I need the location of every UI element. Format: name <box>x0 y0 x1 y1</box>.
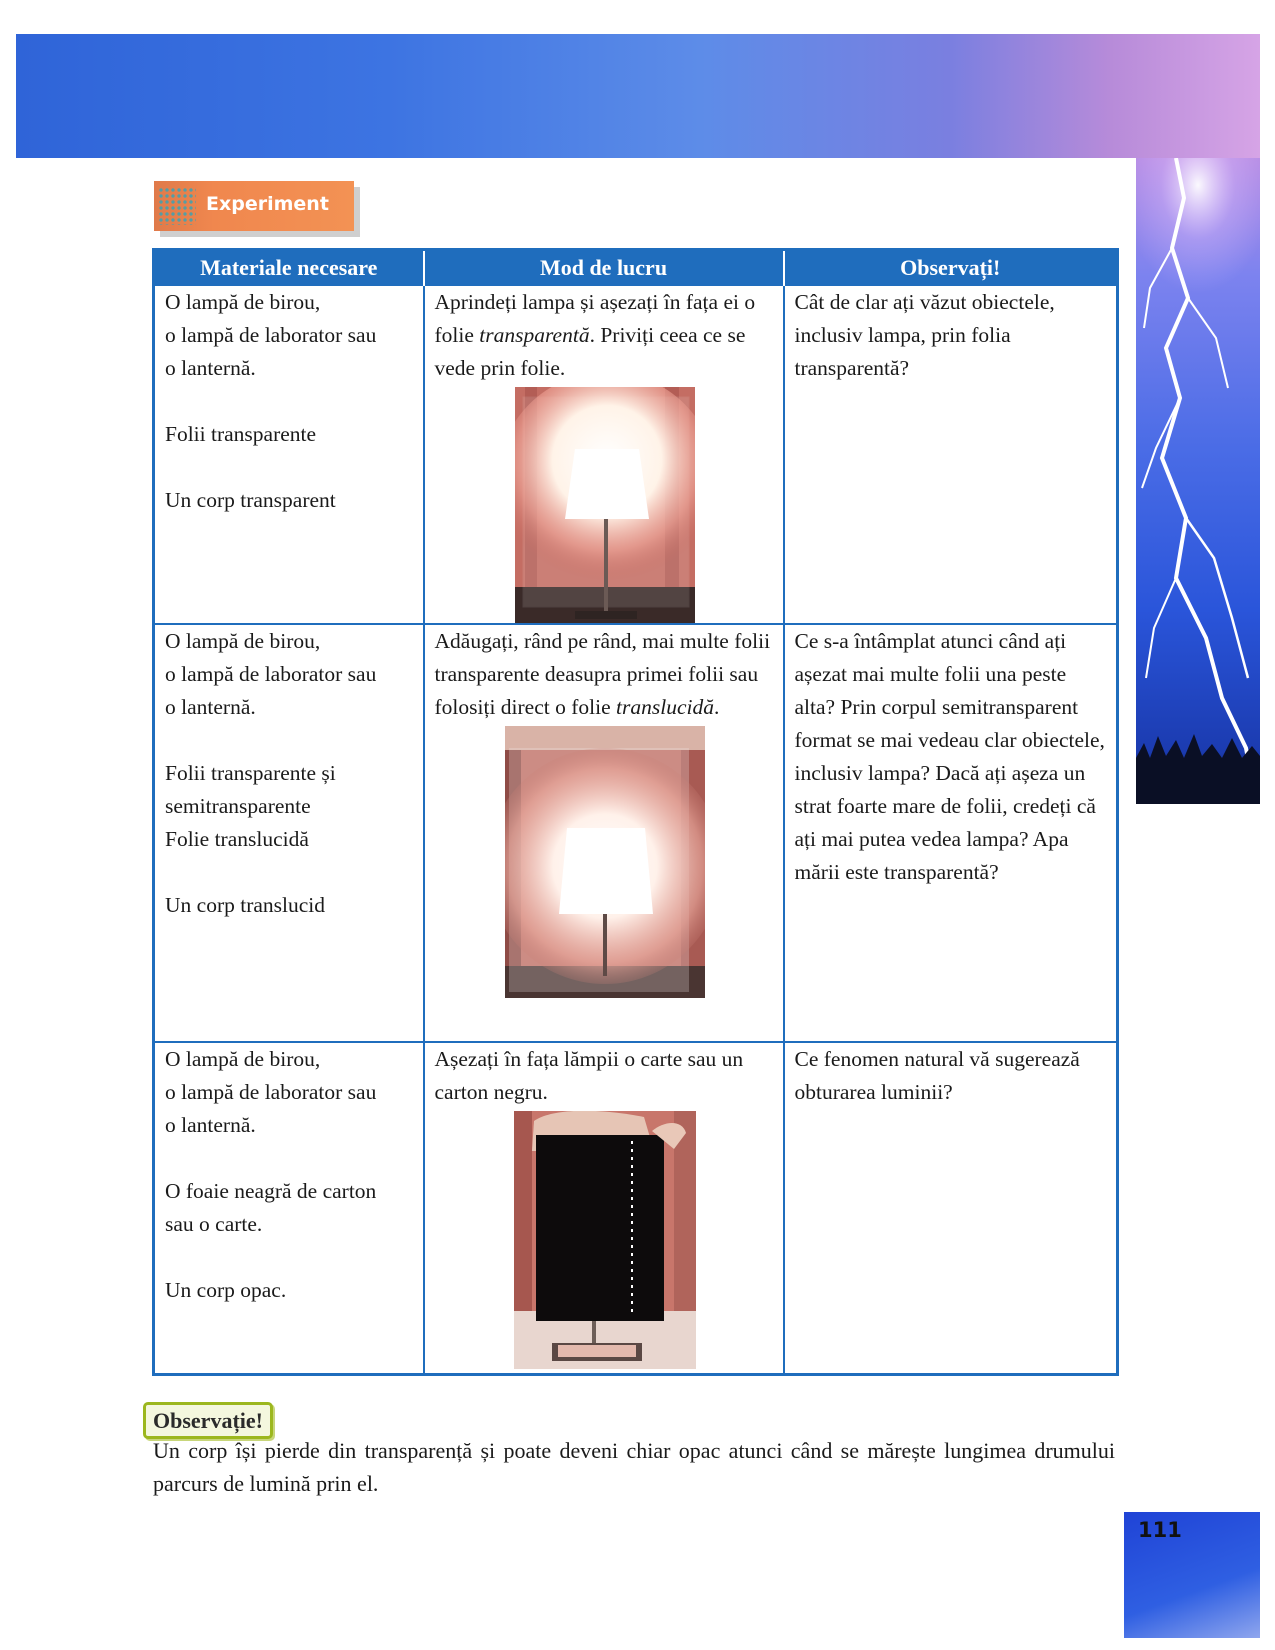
materials-line: O foaie neagră de carton <box>165 1179 377 1203</box>
materials-gap <box>165 451 415 484</box>
header-procedure: Mod de lucru <box>424 250 784 286</box>
materials-line: O lampă de birou, <box>165 629 321 653</box>
materials-line: o lanternă. <box>165 695 256 719</box>
materials-line: o lampă de laborator sau <box>165 323 377 347</box>
materials-line: Folie translucidă <box>165 827 309 851</box>
observation-text: Un corp își pierde din transparență și poate deveni chiar opac atunci când se mărește lungimea drumului parcurs de lumină prin el. <box>153 1438 1115 1496</box>
observation-cell: Ce fenomen natural vă sugerează obturarea luminii? <box>784 1042 1118 1374</box>
materials-line: o lanternă. <box>165 1113 256 1137</box>
materials-gap <box>165 1142 415 1175</box>
materials-line: semitransparente <box>165 794 311 818</box>
procedure-text: Adăugați, rând pe rând, mai multe folii transparente deasupra primei folii sau folosiți direct o folie translucidă. <box>434 629 771 719</box>
experiment-label <box>154 181 354 231</box>
table-row <box>154 624 1118 1042</box>
photo-lamp-transparent-foil <box>515 387 695 623</box>
procedure-cell <box>424 1042 784 1374</box>
observation-cell: Cât de clar ați văzut obiectele, inclusiv lampa, prin folia transparentă? <box>784 285 1118 624</box>
materials-line: Un corp transparent <box>165 488 336 512</box>
experiment-table <box>152 248 1119 1376</box>
materials-cell <box>154 624 424 1042</box>
materials-line: O lampă de birou, <box>165 290 321 314</box>
observation-label: Observație! <box>143 1402 273 1439</box>
header-materials: Materiale necesare <box>154 250 424 286</box>
materials-line: Un corp translucid <box>165 893 326 917</box>
table-row <box>154 1042 1118 1374</box>
header-banner <box>16 34 1260 158</box>
photo-lamp-black-carton <box>514 1111 696 1369</box>
materials-cell <box>154 285 424 624</box>
materials-line: o lampă de laborator sau <box>165 1080 377 1104</box>
materials-gap <box>165 385 415 418</box>
table-header-row <box>154 250 1118 286</box>
photo-lamp-translucent-foil <box>505 726 705 998</box>
procedure-text: Așezați în fața lămpii o carte sau un carton negru. <box>434 1047 744 1104</box>
procedure-text: Aprindeți lampa și așezați în fața ei o folie transparentă. Priviți ceea ce se vede prin folie. <box>434 290 756 380</box>
materials-gap <box>165 1241 415 1274</box>
materials-gap <box>165 856 415 889</box>
procedure-cell <box>424 285 784 624</box>
materials-gap <box>165 724 415 757</box>
materials-line: O lampă de birou, <box>165 1047 321 1071</box>
materials-line: o lampă de laborator sau <box>165 662 377 686</box>
table-row <box>154 285 1118 624</box>
page-number-box <box>1124 1512 1260 1638</box>
materials-line: Folii transparente și <box>165 761 336 785</box>
dots-pattern-icon <box>158 187 196 225</box>
materials-line: o lanternă. <box>165 356 256 380</box>
materials-line: sau o carte. <box>165 1212 263 1236</box>
materials-cell <box>154 1042 424 1374</box>
experiment-label-text: Experiment <box>206 193 329 215</box>
procedure-cell <box>424 624 784 1042</box>
observation-cell: Ce s-a întâmplat atunci când ați așezat mai multe folii una peste alta? Prin corpul semitransparent format se mai vedeau clar obiectele, inclusiv lampa? Dacă ați așeza un strat foarte mare de folii, credeți că ați mai putea vedea lampa? Apa mării este transparentă? <box>784 624 1118 1042</box>
materials-line: Un corp opac. <box>165 1278 287 1302</box>
page-number: 111 <box>1138 1518 1182 1542</box>
materials-line: Folii transparente <box>165 422 317 446</box>
header-observations: Observați! <box>784 250 1118 286</box>
lightning-image <box>1136 158 1260 804</box>
